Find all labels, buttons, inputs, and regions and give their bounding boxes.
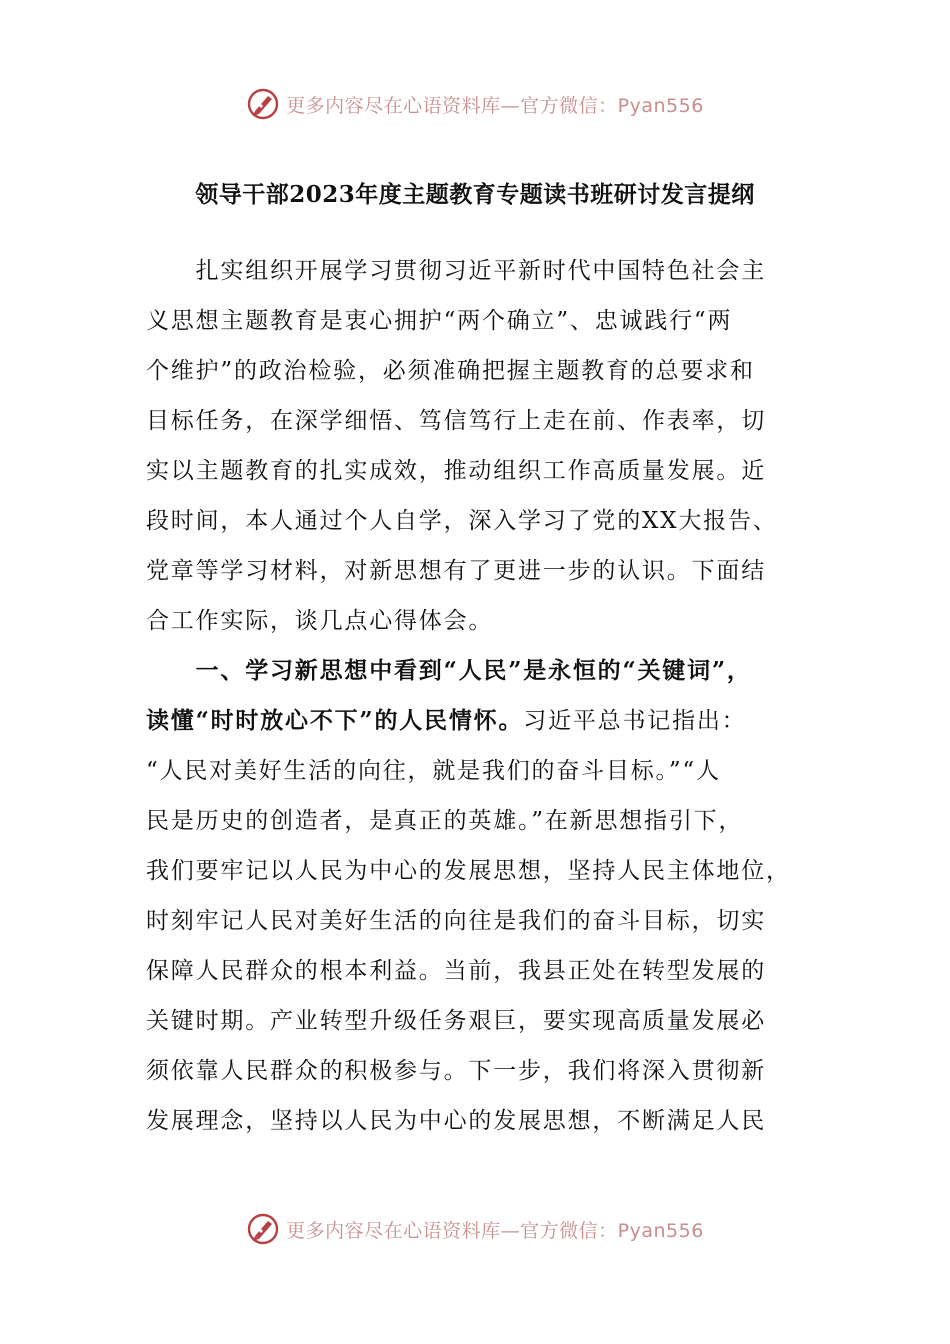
text-line: 保障人民群众的根本利益。当前，我县正处在转型发展的 [146,958,766,984]
watermark-text: 更多内容尽在心语资料库—官方微信：Pyan556 [286,1219,704,1242]
text-line: “人民对美好生活的向往，就是我们的奋斗目标。”“人 [146,758,721,784]
text-line: 党章等学习材料，对新思想有了更进一步的认识。下面结 [146,558,766,584]
footer-watermark [0,1209,950,1249]
text-line: 义思想主题教育是衷心拥护“两个确立”、忠诚践行“两 [146,308,733,334]
section-heading-line: 读懂“时时放心不下”的人民情怀。习近平总书记指出： [146,707,747,734]
document-title: 领导干部2023年度主题教育专题读书班研讨发言提纲 [195,181,755,208]
text-line: 须依靠人民群众的积极参与。下一步，我们将深入贯彻新 [146,1058,766,1084]
text-line: 关键时期。产业转型升级任务艰巨，要实现高质量发展必 [146,1008,766,1034]
pen-logo-icon [246,87,280,121]
text-line: 目标任务，在深学细悟、笃信笃行上走在前、作表率，切 [146,408,766,434]
watermark-text: 更多内容尽在心语资料库—官方微信：Pyan556 [286,94,704,117]
text-line: 个维护”的政治检验，必须准确把握主题教育的总要求和 [146,358,755,384]
text-line: 合工作实际，谈几点心得体会。 [146,608,494,634]
text-line: 发展理念，坚持以人民为中心的发展思想，不断满足人民 [146,1108,766,1134]
header-watermark [0,84,950,124]
text-line: 实以主题教育的扎实成效，推动组织工作高质量发展。近 [146,458,766,484]
text-line: 段时间，本人通过个人自学，深入学习了党的XX大报告、 [146,508,778,534]
text-line: 民是历史的创造者，是真正的英雄。”在新思想指引下， [146,808,744,834]
document-body [146,246,802,1146]
section-heading-line: 一、学习新思想中看到“人民”是永恒的“关键词”， [146,657,752,684]
text-line: 时刻牢记人民对美好生活的向往是我们的奋斗目标，切实 [146,908,766,934]
text-line: 我们要牢记以人民为中心的发展思想，坚持人民主体地位， [146,858,791,884]
pen-logo-icon [246,1212,280,1246]
text-line: 扎实组织开展学习贯彻习近平新时代中国特色社会主 [146,258,766,284]
